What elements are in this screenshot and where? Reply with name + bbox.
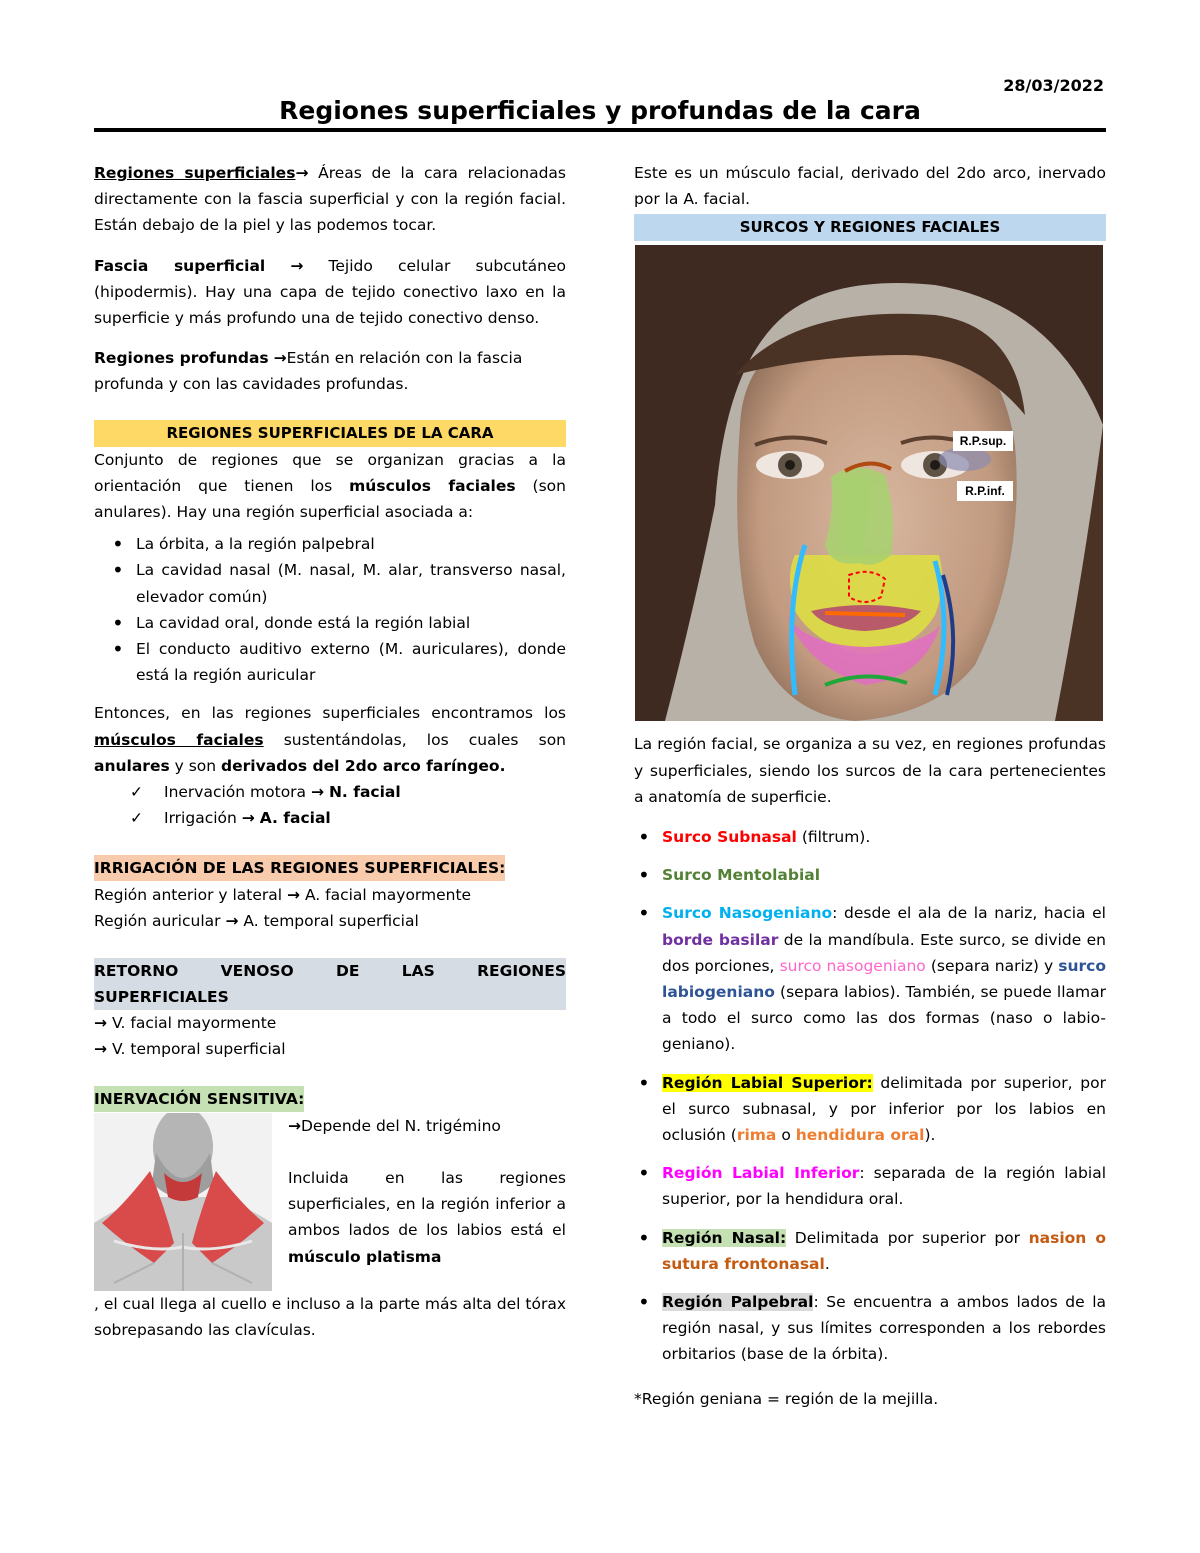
arrow-icon: → — [94, 1014, 107, 1033]
text: : desde el ala de la nariz, hacia el — [832, 904, 1106, 923]
venous-line — [94, 1010, 566, 1036]
paragraph-region-facial: La región facial, se organiza a su vez, en regiones profundas y superficiales, siendo los surcos de la cara pertenecientes a anatomía de superficie. — [634, 735, 1106, 806]
list-item — [130, 779, 566, 805]
text: Entonces, en las regiones superficiales encontramos los — [94, 704, 566, 723]
term: Regiones superficiales — [94, 164, 296, 182]
text: ). — [924, 1126, 936, 1145]
text: o — [781, 1126, 791, 1145]
text-bold: borde basilar — [662, 930, 779, 949]
text: . — [499, 756, 506, 775]
arrow-icon: → — [295, 164, 309, 182]
term: Región Labial Superior: — [662, 1073, 873, 1092]
arrow-icon: → — [290, 256, 304, 275]
section-inervacion — [94, 1086, 566, 1112]
term: Región Palpebral — [662, 1293, 814, 1312]
text: Delimitada por superior por — [794, 1228, 1021, 1247]
check-icon: ✓ — [130, 783, 143, 802]
list-item: • La cavidad oral, donde está la región labial — [112, 610, 566, 636]
text-colored: surco nasogeniano — [779, 956, 926, 975]
region-list — [112, 531, 566, 688]
date: 28/03/2022 — [1003, 76, 1104, 95]
label-rp-inf: R.P.inf. — [965, 484, 1005, 499]
section-heading: INERVACIÓN SENSITIVA: — [94, 1086, 304, 1112]
platysma-paragraph-start — [288, 1165, 566, 1270]
text: Inervación motora — [164, 783, 307, 802]
definition: Áreas de la cara relacionadas directamente con la fascia superficial y con la región facial. Están debajo de la piel y las podemos tocar. — [94, 164, 567, 235]
text: (separa nariz) y — [930, 956, 1054, 975]
label-rp-sup: R.P.sup. — [959, 434, 1007, 449]
arrow-icon: → — [311, 783, 324, 802]
page-title: Regiones superficiales y profundas de la cara — [279, 96, 921, 125]
list-item: • La cavidad nasal (M. nasal, M. alar, transverso nasal, elevador común) — [112, 557, 566, 609]
list-item — [638, 900, 1106, 1057]
footnote: *Región geniana = región de la mejilla. — [634, 1389, 939, 1408]
text-bold: músculos faciales — [94, 730, 264, 749]
text: Incluida en las regiones superficiales, en la región inferior a ambos lados de los labios está el — [288, 1168, 566, 1240]
text: : separada de la región labial superior, por la hendidura oral. — [662, 1164, 1106, 1209]
text: A. temporal superficial — [243, 911, 419, 930]
text-bold: A. facial — [259, 809, 331, 828]
text: y son — [174, 756, 217, 775]
arrow-icon: → — [273, 349, 287, 368]
text-bold: surco labiogeniano — [662, 956, 1106, 1002]
list-item: • La órbita, a la región palpebral — [112, 531, 566, 557]
text: Región anterior y lateral — [94, 885, 283, 904]
irrigation-line — [94, 882, 566, 908]
text: Región auricular — [94, 911, 221, 930]
platysma-muscle-illustration — [94, 1113, 272, 1291]
text: sustentándolas, los cuales son — [283, 730, 566, 749]
arrow-icon: → — [241, 809, 255, 828]
text-bold: nasion o sutura frontonasal — [662, 1228, 1106, 1273]
text: Depende del N. trigémino — [301, 1116, 501, 1135]
term: Región Nasal: — [662, 1228, 787, 1247]
text: . — [824, 1254, 830, 1273]
list-item — [638, 862, 1106, 888]
text: V. facial mayormente — [111, 1014, 277, 1033]
irrigation-line — [94, 908, 566, 934]
term: Surco Nasogeniano — [662, 904, 833, 923]
term: Fascia superficial — [94, 256, 266, 275]
section-irrigacion — [94, 855, 566, 881]
surcos-list — [638, 824, 1106, 1368]
section-heading: RETORNO VENOSO DE LAS REGIONES SUPERFICIALES — [94, 958, 566, 1010]
term: Región Labial Inferior — [662, 1164, 860, 1183]
list-item — [638, 1160, 1106, 1212]
venous-line — [94, 1036, 566, 1062]
definition: Están en relación con la fascia profunda y con las cavidades profundas. — [94, 349, 523, 394]
section-heading: REGIONES SUPERFICIALES DE LA CARA — [94, 420, 566, 447]
text: delimitada por superior, por el surco subnasal, y por inferior por los labios en oclusión ( — [662, 1073, 1106, 1145]
text: Irrigación — [164, 809, 237, 828]
text-bold: músculos faciales — [349, 476, 516, 495]
text: V. temporal superficial — [111, 1040, 286, 1059]
platysma-paragraph-end: , el cual llega al cuello e incluso a la parte más alta del tórax sobrepasando las clavículas. — [94, 1294, 567, 1339]
spacer — [288, 1139, 566, 1165]
arrow-icon: → — [225, 911, 239, 930]
text: Conjunto de regiones que se organizan gracias a la orientación que tienen los — [94, 450, 566, 495]
paragraph-musculo-facial: Este es un músculo facial, derivado del 2do arco, inervado por la A. facial. — [634, 164, 1106, 209]
section-heading: SURCOS Y REGIONES FACIALES — [634, 214, 1106, 241]
left-column — [94, 160, 566, 1343]
section-intro — [94, 447, 566, 526]
text-bold: N. facial — [328, 783, 401, 802]
list-item — [638, 1289, 1106, 1368]
paragraph-musculos — [94, 700, 566, 779]
check-list — [130, 779, 566, 831]
face-regions-figure — [635, 245, 1103, 721]
text: (son anulares). Hay una región superficial asociada a: — [94, 476, 566, 522]
text-bold: anulares — [94, 756, 170, 775]
definition: Tejido celular subcutáneo (hipodermis). Hay una capa de tejido conectivo laxo en la superficie y más profundo una de tejido conectivo denso. — [94, 256, 566, 328]
list-item — [638, 824, 1106, 850]
term: Surco Mentolabial — [662, 866, 821, 885]
text: (separa labios). También, se puede llamar a todo el surco como las dos formas (naso o labio-geniano). — [662, 983, 1106, 1054]
platysma-block — [94, 1113, 566, 1291]
arrow-icon: → — [287, 885, 301, 904]
arrow-icon: → — [94, 1040, 107, 1059]
list-item — [638, 1225, 1106, 1277]
arrow-icon: → — [288, 1116, 301, 1135]
section-heading: IRRIGACIÓN DE LAS REGIONES SUPERFICIALES: — [94, 855, 505, 881]
text-bold: músculo platisma — [288, 1247, 442, 1266]
list-item — [130, 805, 566, 831]
text: (filtrum). — [801, 828, 871, 847]
text: de la mandíbula. Este surco, se divide en dos porciones, — [662, 930, 1106, 975]
text: A. facial mayormente — [304, 885, 472, 904]
text: : Se encuentra a ambos lados de la región nasal, y sus límites corresponden a los rebordes orbitarios (base de la órbita). — [662, 1293, 1106, 1364]
term: Regiones profundas — [94, 349, 269, 368]
paragraph-regiones-superficiales — [94, 160, 566, 239]
text-bold: rima — [736, 1126, 777, 1145]
platysma-text — [288, 1113, 566, 1270]
list-item — [638, 1070, 1106, 1149]
paragraph-fascia-superficial — [94, 253, 566, 332]
check-icon: ✓ — [130, 809, 143, 828]
title-divider — [94, 128, 1106, 132]
term: Surco Subnasal — [662, 828, 797, 847]
paragraph-regiones-profundas — [94, 345, 566, 397]
text-bold: derivados del 2do arco faríngeo — [221, 756, 500, 775]
list-item: • El conducto auditivo externo (M. auriculares), donde está la región auricular — [112, 636, 566, 688]
text-bold: hendidura oral — [795, 1126, 925, 1145]
right-column — [634, 160, 1106, 1412]
trigemino-line — [288, 1113, 566, 1139]
